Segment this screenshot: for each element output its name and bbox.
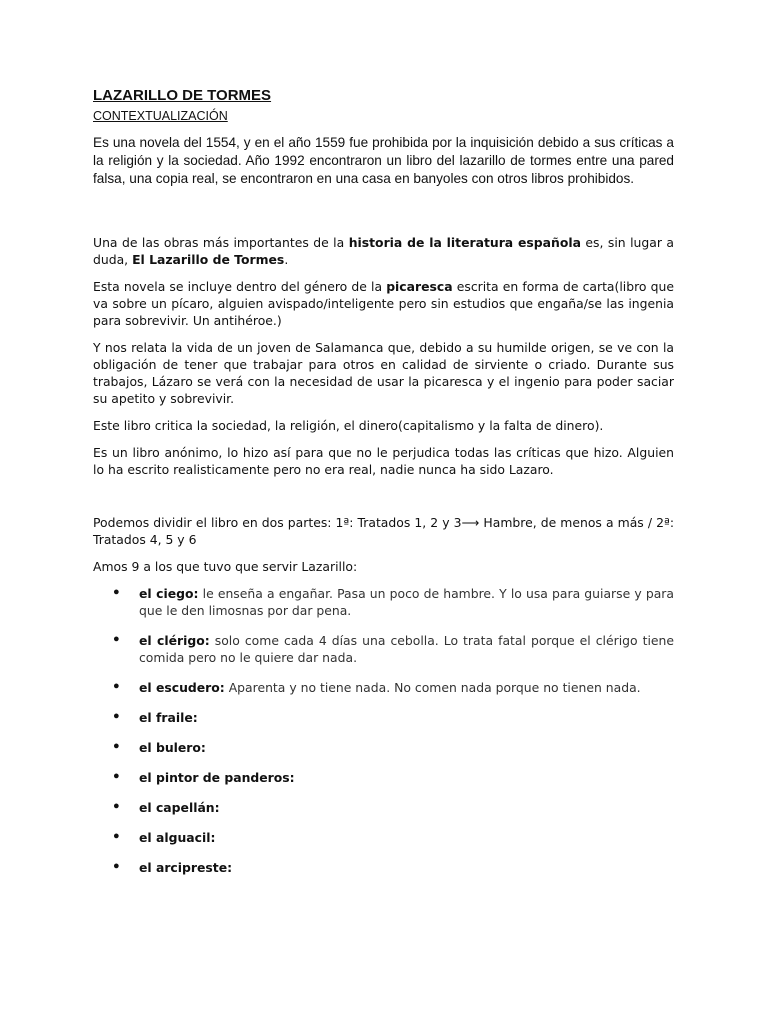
list-item: ● el capellán: xyxy=(113,800,220,815)
list-item: ● el escudero: Aparenta y no tiene nada. No comen nada porque no tienen nada. xyxy=(113,680,641,695)
paragraph-criticism: Este libro critica la sociedad, la religión, el dinero(capitalismo y la falta de dinero). xyxy=(93,418,604,433)
section-subtitle: CONTEXTUALIZACIÓN xyxy=(93,109,228,123)
bullet-icon: ● xyxy=(113,860,120,872)
document-title: LAZARILLO DE TORMES xyxy=(93,87,272,104)
list-item: ● el bulero: xyxy=(113,740,206,755)
bullet-icon: ● xyxy=(113,800,120,812)
masters-list xyxy=(93,585,674,876)
paragraph-plot: Y nos relata la vida de un joven de Salamanca que, debido a su humilde origen, se ve con la obligación de tener que trabajar para otros en calidad de sirviente o criado. Durante sus trabajos, Lázaro se verá con la necesidad de usar la picaresca y el ingenio para poder saciar su apetito y sobrevivir. xyxy=(93,340,674,406)
bullet-icon: ● xyxy=(113,770,120,782)
bullet-icon: ● xyxy=(113,680,120,692)
paragraph-masters-intro: Amos 9 a los que tuvo que servir Lazarillo: xyxy=(93,559,358,574)
list-item: ● el ciego: le enseña a engañar. Pasa un poco de hambre. Y lo usa para guiarse y para que le den limosnas por dar pena. xyxy=(113,586,674,618)
bullet-icon: ● xyxy=(113,830,120,842)
document-page xyxy=(93,86,674,889)
list-item: ● el clérigo: solo come cada 4 días una cebolla. Lo trata fatal porque el clérigo tiene comida pero no le quiere dar nada. xyxy=(113,633,675,665)
list-item: ● el arcipreste: xyxy=(113,860,233,875)
bullet-icon: ● xyxy=(113,740,120,752)
paragraph-parts: Podemos dividir el libro en dos partes: 1ª: Tratados 1, 2 y 3⟶ Hambre, de menos a más / 2ª: Tratados 4, 5 y 6 xyxy=(93,515,674,547)
list-item: ● el fraile: xyxy=(113,710,198,725)
bullet-icon: ● xyxy=(113,633,120,645)
list-item: ● el pintor de panderos: xyxy=(113,770,295,785)
intro-paragraph: Es una novela del 1554, y en el año 1559 fue prohibida por la inquisición debido a sus críticas a la religión y la sociedad. Año 1992 encontraron un libro del lazarillo de tormes entre una pared falsa, una copia real, se encontraron en una casa en banyoles con otros libros prohibidos. xyxy=(93,135,674,186)
paragraph-importance: Una de las obras más importantes de la historia de la literatura española es, sin lugar a duda, El Lazarillo de Tormes. xyxy=(93,235,675,267)
paragraph-anonymous: Es un libro anónimo, lo hizo así para que no le perjudica todas las críticas que hizo. Alguien lo ha escrito realisticamente pero no era real, nadie nunca ha sido Lazaro. xyxy=(93,445,674,477)
paragraph-genre: Esta novela se incluye dentro del género de la picaresca escrita en forma de carta(libro que va sobre un pícaro, alguien avispado/inteligente pero sin estudios que engaña/se las ingenia para sobrevivir. Un antihéroe.) xyxy=(93,279,674,328)
bullet-icon: ● xyxy=(113,586,120,598)
list-item: ● el alguacil: xyxy=(113,830,216,845)
bullet-icon: ● xyxy=(113,710,120,722)
